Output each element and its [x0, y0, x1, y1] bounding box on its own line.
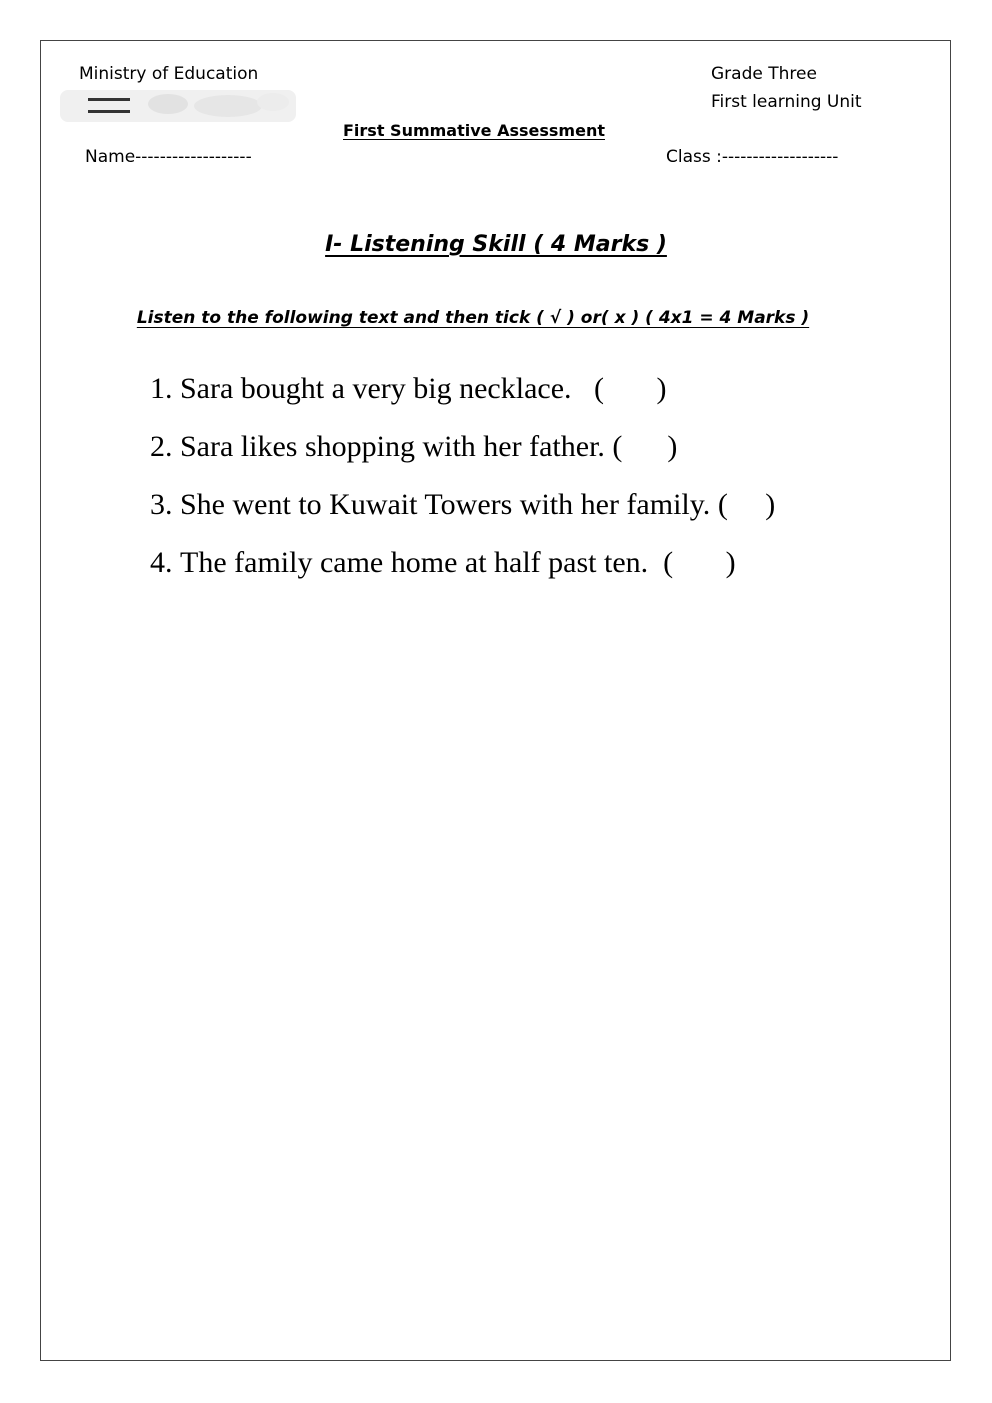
answer-blank: ( ) [710, 488, 776, 521]
class-field: Class :------------------- [666, 147, 839, 167]
question-list [150, 374, 775, 606]
assessment-title: First Summative Assessment [343, 121, 605, 140]
question-number: 1. [150, 372, 173, 405]
answer-blank: ( ) [571, 372, 667, 405]
question-text: She went to Kuwait Towers with her family. [180, 488, 711, 521]
question-item [150, 432, 775, 490]
question-item [150, 374, 775, 432]
ministry-logo [58, 84, 298, 126]
instruction-text: Listen to the following text and then tick ( √ ) or( x ) ( 4x1 = 4 Marks ) [136, 308, 810, 328]
question-text: The family came home at half past ten. [180, 546, 649, 579]
name-field: Name------------------- [85, 147, 252, 167]
question-number: 2. [150, 430, 173, 463]
question-number: 3. [150, 488, 173, 521]
ministry-label: Ministry of Education [79, 64, 259, 84]
question-item [150, 548, 775, 606]
learning-unit-label: First learning Unit [711, 92, 862, 112]
question-item [150, 490, 775, 548]
answer-blank: ( ) [604, 430, 678, 463]
grade-label: Grade Three [711, 64, 817, 84]
section-title: I- Listening Skill ( 4 Marks ) [325, 232, 667, 257]
question-text: Sara likes shopping with her father. [180, 430, 605, 463]
question-number: 4. [150, 546, 173, 579]
question-text: Sara bought a very big necklace. [180, 372, 572, 405]
answer-blank: ( ) [648, 546, 736, 579]
